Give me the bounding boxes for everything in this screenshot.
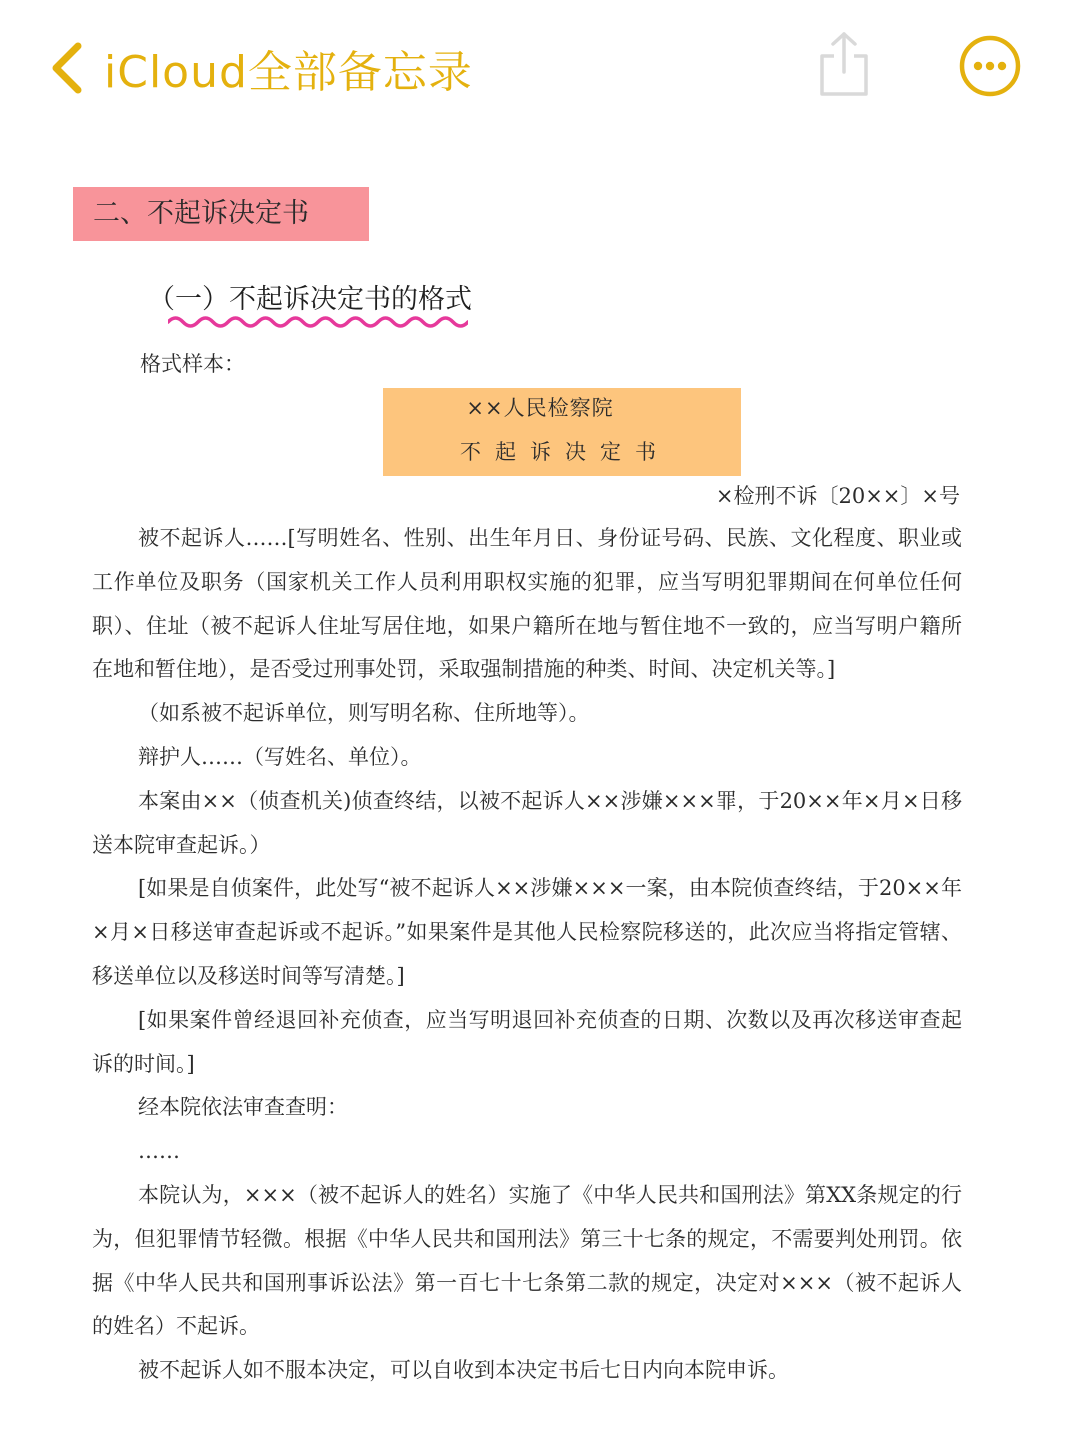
paragraph-appeal-notice: 被不起诉人如不服本决定，可以自收到本决定书后七日内向本院申诉。	[138, 1358, 789, 1383]
document-title: 不起诉决定书	[460, 440, 670, 464]
paragraph-defender: 辩护人……（写姓名、单位）。	[138, 744, 422, 769]
document-title-org: ××人民检察院	[466, 396, 614, 420]
back-button-label: iCloud全部备忘录	[104, 47, 473, 98]
paragraph-review-findings: 经本院依法审查查明：	[138, 1095, 348, 1120]
format-label: 格式样本：	[140, 352, 245, 376]
document-number: ×检刑不诉〔20××〕×号	[715, 484, 960, 508]
document-body	[92, 517, 962, 1393]
paragraph-case-origin: 本案由××（侦查机关)侦查终结，以被不起诉人××涉嫌×××罪，于20××年×月×日移送本院审查起诉。）	[92, 788, 962, 857]
subheading: （一）不起诉决定书的格式	[148, 284, 472, 315]
wavy-underline	[168, 314, 468, 330]
paragraph-ellipsis: ……	[138, 1139, 180, 1164]
paragraph-defendant-info: 被不起诉人……[写明姓名、性别、出生年月日、身份证号码、民族、文化程度、职业或工作单位及职务（国家机关工作人员利用职权实施的犯罪，应当写明犯罪期间在何单位任何职）、住址（被不起诉人住址写居住地，如果户籍所在地与暂住地不一致的，应当写明户籍所在地和暂住地），是否受过刑事处罚，采取强制措施的种类、时间、决定机关等。]	[92, 526, 962, 682]
paragraph-unit-note: （如系被不起诉单位，则写明名称、住所地等）。	[138, 701, 590, 726]
paragraph-supplementary-investigation: [如果案件曾经退回补充侦查，应当写明退回补充侦查的日期、次数以及再次移送审查起诉的时间。]	[92, 1007, 962, 1076]
paragraph-court-opinion: 本院认为，×××（被不起诉人的姓名）实施了《中华人民共和国刑法》第XX条规定的行为，但犯罪情节轻微。根据《中华人民共和国刑法》第三十七条的规定，不需要判处刑罚。依据《中华人民共和国刑事诉讼法》第一百七十七条第二款的规定，决定对×××（被不起诉人的姓名）不起诉。	[92, 1182, 962, 1339]
section-heading: 二、不起诉决定书	[73, 187, 369, 241]
paragraph-self-investigation: [如果是自侦案件，此处写“被不起诉人××涉嫌×××一案，由本院侦查终结，于20××年×月×日移送审查起诉或不起诉。”如果案件是其他人民检察院移送的，此次应当将指定管辖、移送单位以及移送时间等写清楚。]	[92, 876, 962, 988]
